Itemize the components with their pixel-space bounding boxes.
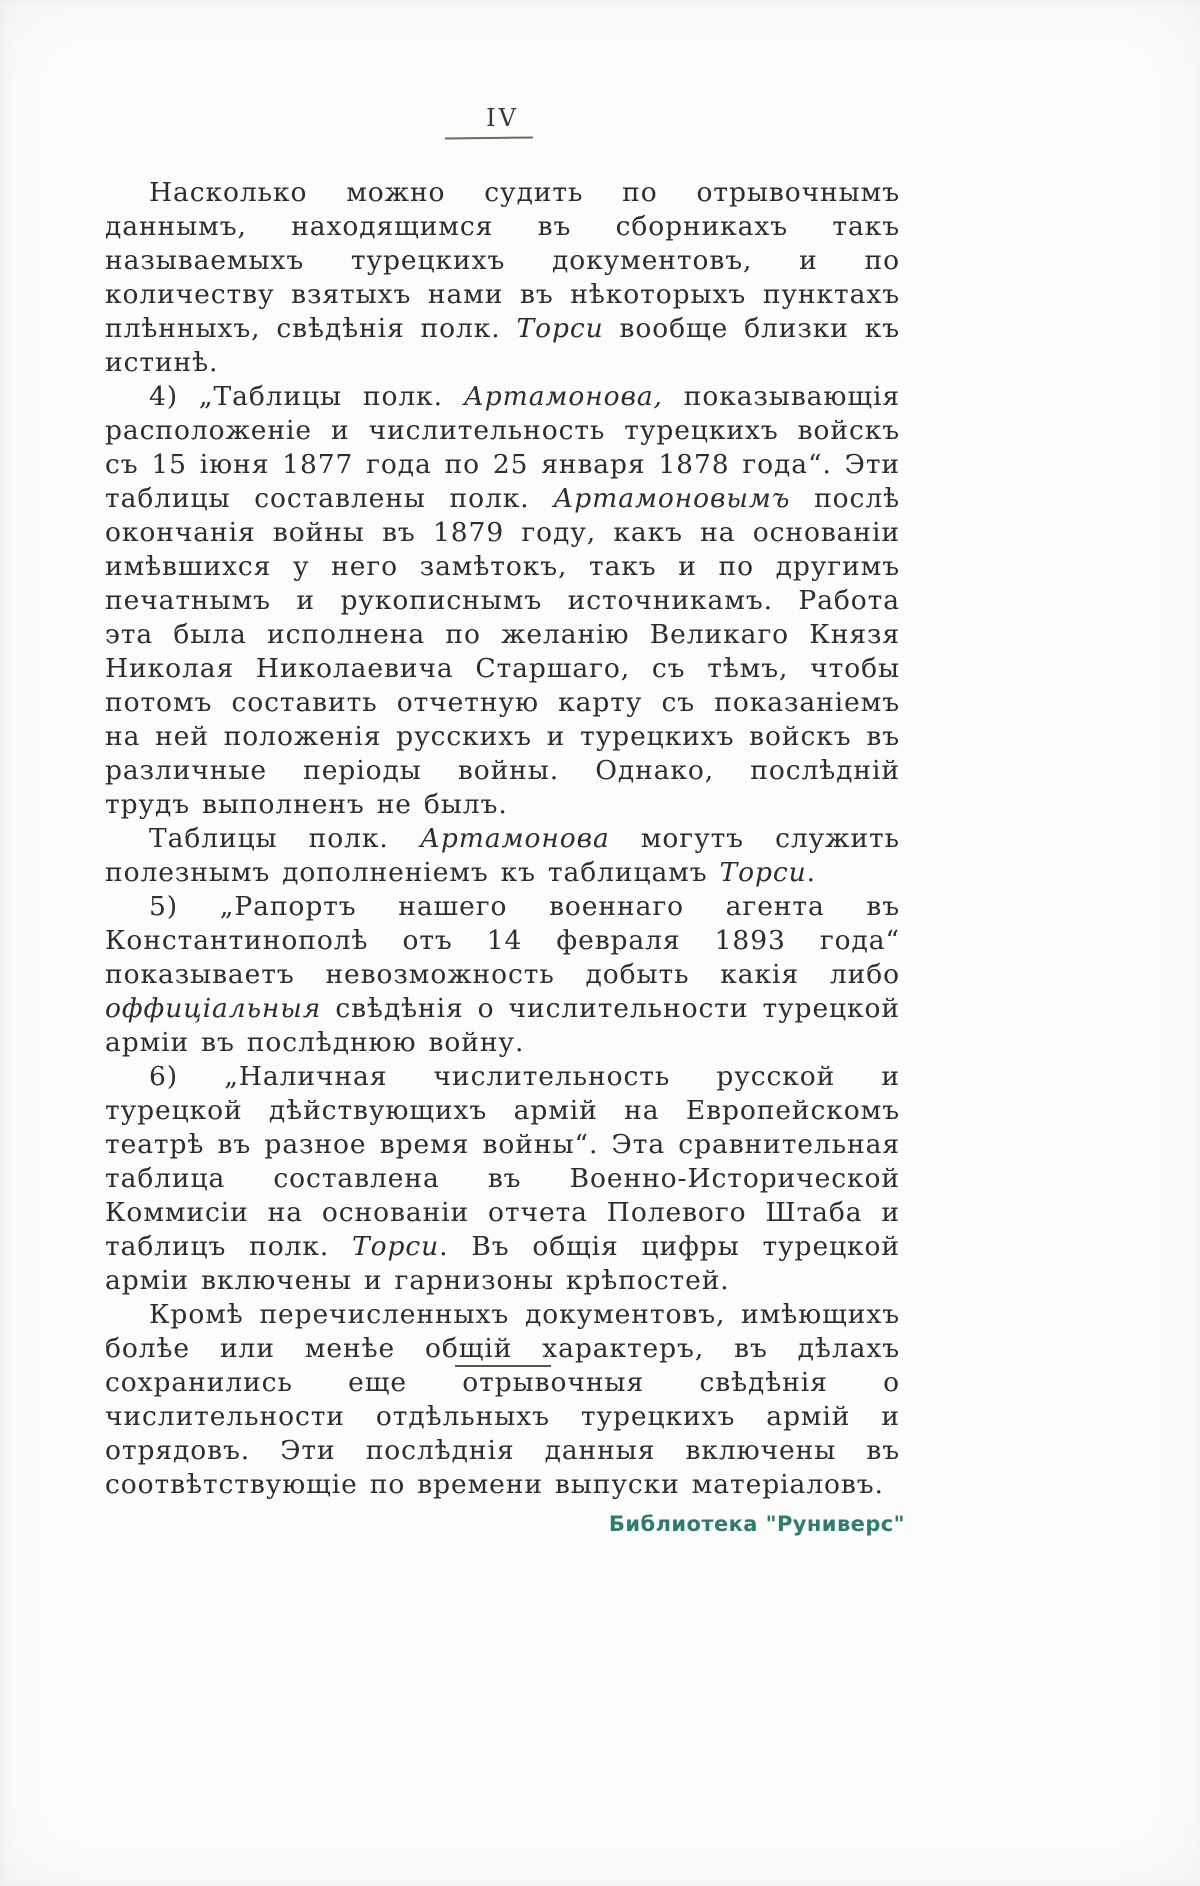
- text-run: . Въ общія цифры турецкой арміи включены и гарнизоны крѣпостей.: [105, 1231, 900, 1296]
- paragraph: [105, 890, 900, 1060]
- library-watermark: Библиотека "Руниверс": [608, 1512, 905, 1536]
- text-run: показывающія расположеніе и числительность турецкихъ войскъ съ 15 іюня 1877 года по 25 января 1878 года“. Эти таблицы составлены полк.: [105, 381, 900, 514]
- italic-text-run: Артамонова,: [463, 381, 663, 412]
- paragraph: [105, 1060, 900, 1298]
- paragraph: [105, 822, 900, 890]
- italic-text-run: оффиціальныя: [105, 993, 322, 1024]
- divider-line: [455, 1365, 551, 1367]
- section-divider: [105, 1352, 900, 1371]
- text-run: Кромѣ перечисленныхъ документовъ, имѣющихъ болѣе или менѣе общій характеръ, въ дѣлахъ сохранились еще отрывочныя свѣдѣнія о числительности отдѣльныхъ турецкихъ армій и отрядовъ. Эти послѣднія данныя включены въ соотвѣтствующіе по времени выпуски матеріаловъ.: [105, 1299, 900, 1500]
- page-number: IV: [486, 104, 519, 132]
- text-run: Таблицы полк.: [149, 823, 420, 854]
- paragraph: [105, 1298, 900, 1502]
- text-run: свѣдѣнія о числительности турецкой арміи въ послѣднюю войну.: [105, 993, 900, 1058]
- text-run: 4) „Таблицы полк.: [149, 381, 464, 412]
- page-body: [105, 176, 900, 1502]
- italic-text-run: Торси: [719, 857, 807, 888]
- paragraph: [105, 176, 900, 380]
- text-run: 6) „Наличная числительность русской и турецкой дѣйствующихъ армій на Европейскомъ театрѣ въ разное время войны“. Эта сравнительная таблица составлена въ Военно-Исторической Коммисіи на основаніи отчета Полевого Штаба и таблицъ полк.: [105, 1061, 900, 1262]
- page-number-block: [105, 104, 900, 139]
- page-number-rule: [444, 137, 532, 140]
- text-run: вообще близки къ истинѣ.: [105, 313, 900, 378]
- text-run: могутъ служить полезнымъ дополненіемъ къ таблицамъ: [105, 823, 900, 888]
- text-run: послѣ окончанія войны въ 1879 году, какъ на основаніи имѣвшихся у него замѣтокъ, такъ и по другимъ печатнымъ и рукописнымъ источникамъ. Работа эта была исполнена по желанію Великаго Князя Николая Николаевича Старшаго, съ тѣмъ, чтобы потомъ составить отчетную карту съ показаніемъ на ней положенія русскихъ и турецкихъ войскъ въ различные періоды войны. Однако, послѣдній трудъ выполненъ не былъ.: [105, 483, 900, 820]
- text-run: 5) „Рапортъ нашего военнаго агента въ Константинополѣ отъ 14 февраля 1893 года“ показываетъ невозможность добыть какія либо: [105, 891, 900, 990]
- italic-text-run: Торси: [352, 1231, 440, 1262]
- italic-text-run: Артамонова: [419, 823, 610, 854]
- italic-text-run: Торси: [516, 313, 604, 344]
- italic-text-run: Артамоновымъ: [553, 483, 791, 514]
- text-run: .: [806, 857, 817, 888]
- text-run: Насколько можно судить по отрывочнымъ даннымъ, находящимся въ сборникахъ такъ называемыхъ турецкихъ документовъ, и по количеству взятыхъ нами въ нѣкоторыхъ пунктахъ плѣнныхъ, свѣдѣнія полк.: [105, 177, 900, 344]
- paragraph: [105, 380, 900, 822]
